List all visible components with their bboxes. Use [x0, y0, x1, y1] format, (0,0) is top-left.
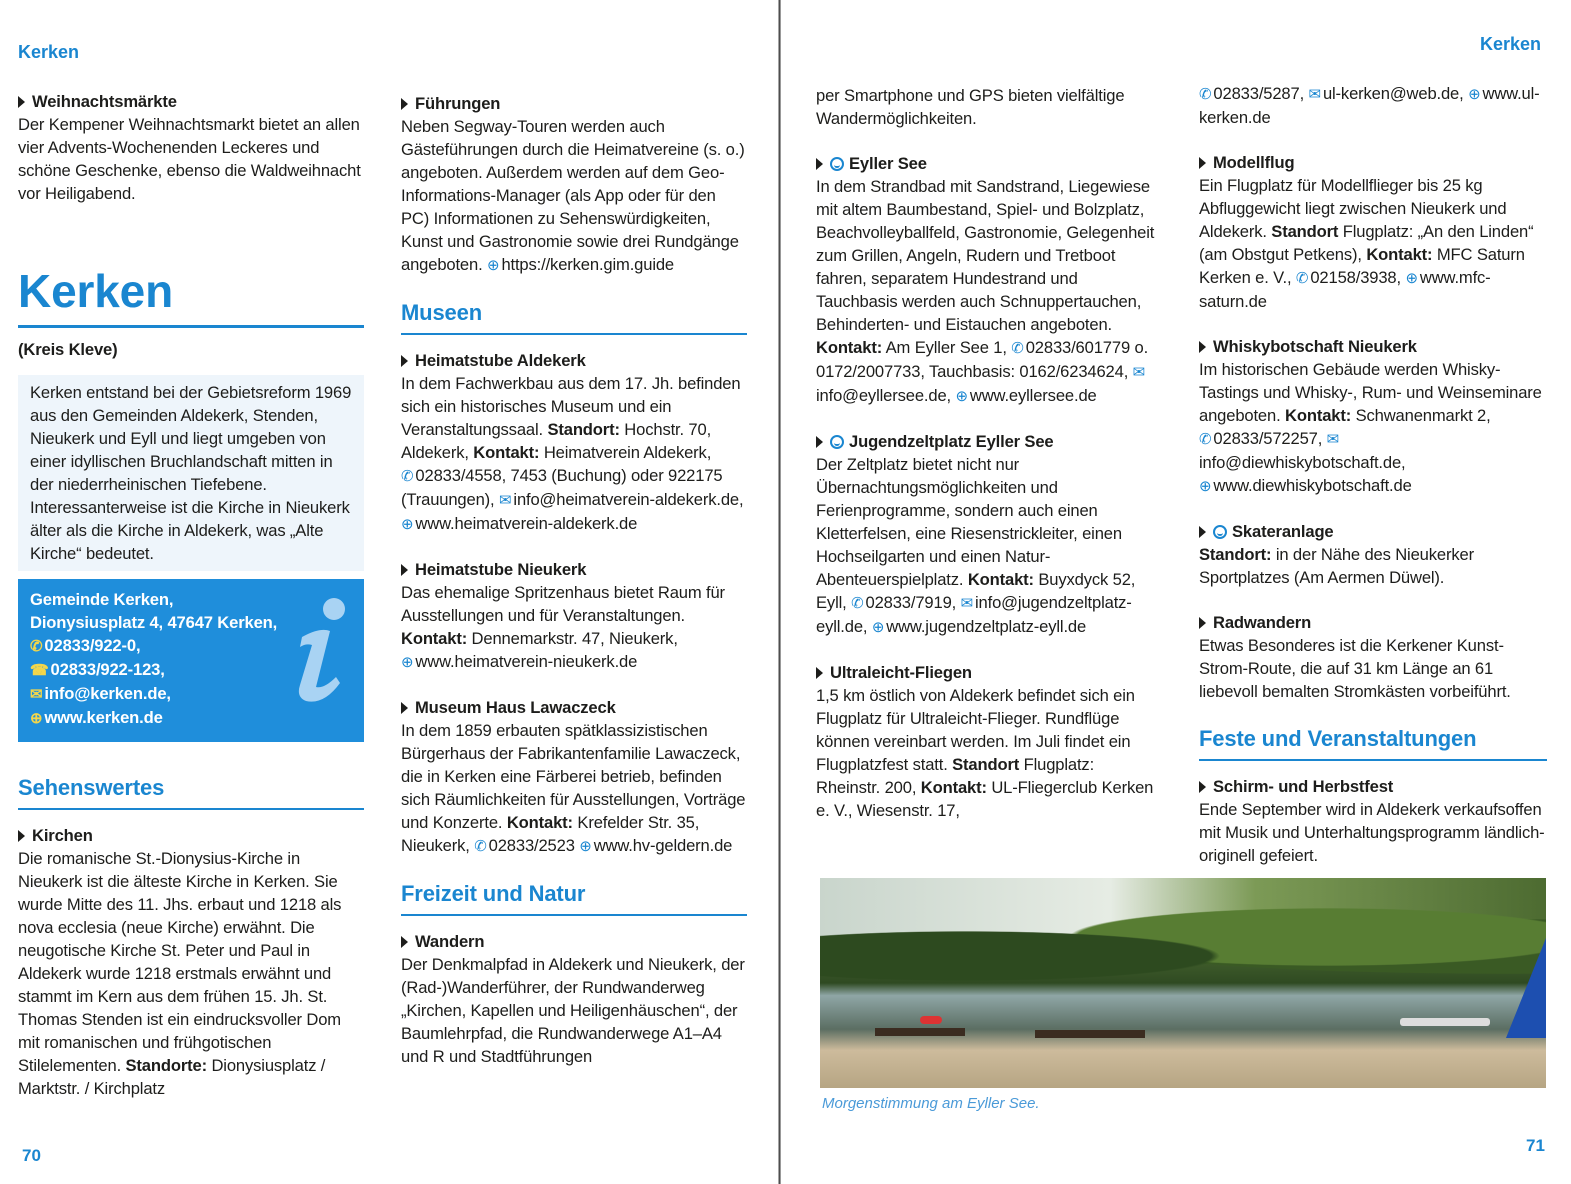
entry-title [401, 930, 747, 953]
mail-icon: ✉ [960, 595, 973, 612]
text-run: 1,5 km östlich von Aldekerk befindet sich ein Flugplatz für Ultraleicht-Flieger. Rundflüge können vereinbart werden. Im Juli findet ein Flugplatzfest statt. [816, 686, 1135, 774]
text-run: info@jugendzeltplatz-eyll.de, [816, 593, 1132, 636]
entry-body [1199, 798, 1547, 867]
triangle-bullet-icon [18, 830, 25, 842]
text-run: UL-Fliegerclub Kerken e. V., Wiesenstr. 17, [816, 778, 1154, 820]
triangle-bullet-icon [1199, 781, 1206, 793]
entry-title-text: Wandern [415, 932, 485, 951]
entry-block [816, 430, 1162, 639]
entry-body [1199, 543, 1547, 589]
triangle-bullet-icon [816, 158, 823, 170]
photo-caption: Morgenstimmung am Eyller See. [822, 1095, 1040, 1112]
entry-title [816, 661, 1162, 684]
text-run: www.heimatverein-aldekerk.de [415, 514, 638, 533]
text-run: 02833/2523 [488, 836, 580, 855]
text-run: Dionysiusplatz / Marktstr. / Kirchplatz [18, 1056, 326, 1098]
entry-block [401, 558, 747, 674]
triangle-bullet-icon [401, 702, 408, 714]
text-run: Dionysiusplatz 4, 47647 Kerken, [30, 613, 278, 632]
entry-block [18, 824, 364, 1100]
entry-title [401, 92, 747, 115]
phone-icon: ✆ [30, 638, 43, 655]
text-run: Etwas Besonderes ist die Kerkener Kunst-Strom-Route, die auf 31 km Länge an 61 liebevoll bemalten Stromkästen vorbeiführt. [1199, 636, 1511, 701]
entry-body [401, 953, 747, 1068]
text-run: www.mfc-saturn.de [1199, 268, 1491, 311]
web-icon: ⊕ [1405, 270, 1418, 287]
bold-label: Standorte: [125, 1056, 207, 1075]
text-run: Der Zeltplatz bietet nicht nur Übernachtungsmöglichkeiten und Ferienprogramme, sondern auch einen Kletterfelsen, eine Riesenstrickleiter, einen Hochseilgarten und einen Natur-Abenteuerspielplatz. [816, 455, 1122, 589]
entry-title-text: Schirm- und Herbstfest [1213, 777, 1394, 796]
web-icon: ⊕ [871, 619, 885, 636]
triangle-bullet-icon [1199, 341, 1206, 353]
entry-title [816, 152, 1162, 175]
running-head-left: Kerken [18, 42, 80, 62]
section-heading: Sehenswertes [18, 774, 364, 810]
text-run: Der Kempener Weihnachtsmarkt bietet an allen vier Advents-Wochenenden Leckeres und schöne Geschenke, ebenso die Waldweihnacht vor Heiligabend. [18, 115, 361, 203]
entry-title-text: Heimatstube Nieukerk [415, 560, 587, 579]
phone-icon: ✆ [1295, 270, 1309, 287]
web-icon: ⊕ [487, 257, 500, 274]
text-run: Kerken entstand bei der Gebietsreform 1969 aus den Gemeinden Aldekerk, Stenden, Nieukerk und Eyll und liegt umgeben von einer idyllischen Bruchlandschaft mitten in der niederrheinischen Tiefebene. Interessanterweise ist die Kirche in Nieukerk älter als die Kirche in Aldekerk, was „Alte Kirche“ bedeutet. [30, 383, 352, 563]
entry-block [1199, 611, 1547, 703]
lake-photo [820, 878, 1546, 1088]
text-run: per Smartphone und GPS bieten vielfältige Wandermöglichkeiten. [816, 86, 1125, 128]
entry-title [401, 696, 747, 719]
entry-body [816, 684, 1162, 822]
web-icon: ⊕ [579, 838, 592, 855]
entry-block [816, 152, 1162, 408]
triangle-bullet-icon [401, 936, 408, 948]
text-run: 02833/5287, [1213, 84, 1309, 103]
page-number-left: 70 [22, 1146, 41, 1165]
text-run: 02158/3938, [1310, 268, 1406, 287]
mail-icon: ✉ [1132, 364, 1146, 381]
text-run: in der Nähe des Nieukerker Sportplatzes (Am Aermen Düwel). [1199, 545, 1474, 587]
entry-title-text: Weihnachtsmärkte [32, 92, 177, 111]
mail-icon: ✉ [498, 492, 512, 509]
entry-block [1199, 151, 1547, 313]
triangle-bullet-icon [1199, 157, 1206, 169]
text-run: info@kerken.de, [44, 684, 171, 703]
entry-block [401, 930, 747, 1068]
paragraph [816, 84, 1162, 130]
text-run: Heimatverein Aldekerk, [539, 443, 712, 462]
web-icon: ⊕ [1199, 478, 1212, 495]
web-icon: ⊕ [955, 388, 968, 405]
triangle-bullet-icon [401, 355, 408, 367]
text-run: In dem Fachwerkbau aus dem 17. Jh. befinden sich ein historisches Museum und ein Veranstaltungssaal. [401, 374, 741, 439]
phone-icon: ✆ [401, 468, 414, 485]
text-run: www.heimatverein-nieukerk.de [415, 652, 638, 671]
triangle-bullet-icon [1199, 526, 1206, 538]
text-run: Buyxdyck 52, Eyll, [816, 570, 1136, 612]
entry-block [18, 90, 364, 205]
text-run: Krefelder Str. 35, Nieukerk, [401, 813, 700, 855]
entry-title [1199, 520, 1547, 543]
entry-title-text: Kirchen [32, 826, 93, 845]
phone-icon: ✆ [1011, 340, 1024, 357]
entry-body [1199, 358, 1547, 498]
entry-title-text: Modellflug [1213, 153, 1295, 172]
text-run: 02833/7919, [865, 593, 961, 612]
entry-body [1199, 634, 1547, 703]
entry-title-text: Whiskybotschaft Nieukerk [1213, 337, 1417, 356]
text-run: 02833/922-0, [44, 636, 141, 655]
entry-title [401, 558, 747, 581]
text-run: www.eyllersee.de [969, 386, 1097, 405]
text-run: Flugplatz: „An den Linden“ (am Obstgut Petkens), [1199, 222, 1534, 264]
bold-label: Standort [1271, 222, 1339, 241]
entry-title [401, 349, 747, 372]
entry-body [401, 719, 747, 858]
entry-body [401, 115, 747, 277]
entry-title [18, 824, 364, 847]
info-icon [290, 597, 350, 707]
entry-body [816, 453, 1162, 639]
text-run: Am Eyller See 1, [882, 338, 1012, 357]
bold-label: Standort [952, 755, 1020, 774]
entry-title-text: Radwandern [1213, 613, 1312, 632]
bold-label: Kontakt: [1366, 245, 1433, 264]
bold-label: Kontakt: [401, 629, 468, 648]
page-number-right: 71 [1526, 1136, 1545, 1155]
section-heading: Feste und Veranstaltungen [1199, 725, 1547, 761]
text-run: MFC Saturn Kerken e. V., [1199, 245, 1525, 287]
text-run: Im historischen Gebäude werden Whisky-Tastings und Whisky-, Rum- und Weinseminare angeboten. [1199, 360, 1542, 425]
text-run: Neben Segway-Touren werden auch Gästeführungen durch die Heimatvereine (s. o.) angeboten. Außerdem werden auf dem Geo-Informations-Manager (als App oder für den PC) Informationen zu Sehenswürdigkeiten, Kunst und Gastronomie sowie drei Rundgänge angeboten. [401, 117, 745, 274]
kids-tip-icon [830, 435, 844, 449]
column-1 [18, 90, 364, 1122]
text-run: https://kerken.gim.guide [501, 255, 675, 274]
text-run: 02833/922-123, [50, 660, 165, 679]
text-run: info@diewhiskybotschaft.de, [1199, 453, 1406, 472]
entry-title-text: Heimatstube Aldekerk [415, 351, 586, 370]
info-box [18, 579, 364, 742]
text-run: www.jugendzeltplatz-eyll.de [886, 617, 1087, 636]
text-run: www.ul-kerken.de [1199, 84, 1540, 127]
text-run: info@eyllersee.de, [816, 386, 956, 405]
mail-icon: ✉ [1326, 431, 1340, 448]
kids-tip-icon [1213, 525, 1227, 539]
entry-title [1199, 775, 1547, 798]
mail-icon: ✉ [30, 686, 43, 703]
text-run: Flugplatz: Rheinstr. 200, [816, 755, 1095, 797]
triangle-bullet-icon [18, 96, 25, 108]
text-run: Ende September wird in Aldekerk verkaufsoffen mit Musik und Unterhaltungsprogramm ländlich-originell gefeiert. [1199, 800, 1545, 865]
entry-block [816, 661, 1162, 822]
text-run: Gemeinde Kerken, [30, 590, 174, 609]
entry-title [1199, 611, 1547, 634]
entry-block [1199, 520, 1547, 589]
entry-title [1199, 151, 1547, 174]
entry-title-text: Skateranlage [1232, 522, 1334, 541]
entry-body [18, 113, 364, 205]
text-run: info@heimatverein-aldekerk.de, [513, 490, 744, 509]
section-heading: Freizeit und Natur [401, 880, 747, 916]
bold-label: Kontakt: [816, 338, 883, 357]
running-head-right: Kerken [1480, 34, 1542, 54]
text-run: www.hv-geldern.de [593, 836, 733, 855]
bold-label: Standort: [1199, 545, 1272, 564]
entry-title-text: Jugendzeltplatz Eyller See [849, 432, 1054, 451]
bold-label: Kontakt: [473, 443, 540, 462]
text-run: In dem Strandbad mit Sandstrand, Liegewiese mit altem Baumbestand, Spiel- und Bolzplatz, Beachvolleyballfeld, Gastronomie, Gelegenheit zum Grillen, Angeln, Rudern und Tretboot fahren, separatem Hundestrand und Tauchbasis werden auch Schnuppertauchen, Behinderten- und Eistauchen angeboten. [816, 177, 1155, 334]
bold-label: Kontakt: [967, 570, 1034, 589]
text-run: Das ehemalige Spritzenhaus bietet Raum für Ausstellungen und für Veranstaltungen. [401, 583, 725, 625]
entry-body [401, 581, 747, 674]
web-icon: ⊕ [1468, 86, 1481, 103]
entry-title [816, 430, 1162, 453]
entry-block [1199, 775, 1547, 867]
intro-box [18, 375, 364, 571]
chapter-subtitle: (Kreis Kleve) [18, 340, 118, 359]
text-run: 02833/601779 o. 0172/2007733, Tauchbasis: 0162/6234624, [816, 338, 1149, 381]
section-heading: Museen [401, 299, 747, 335]
text-run: Schwanenmarkt 2, [1351, 406, 1491, 425]
entry-block [401, 349, 747, 536]
triangle-bullet-icon [816, 436, 823, 448]
entry-title [1199, 335, 1547, 358]
text-run: 02833/4558, 7453 (Buchung) oder 922175 (Trauungen), [401, 466, 723, 509]
entry-title-text: Eyller See [849, 154, 927, 173]
triangle-bullet-icon [401, 98, 408, 110]
triangle-bullet-icon [401, 564, 408, 576]
entry-body [401, 372, 747, 536]
column-2 [401, 92, 747, 1090]
column-3 [816, 84, 1162, 844]
mail-icon: ✉ [1308, 86, 1321, 103]
column-4 [1199, 82, 1547, 889]
entry-block [401, 696, 747, 858]
entry-title-text: Ultraleicht-Fliegen [830, 663, 972, 682]
phone-icon: ✆ [851, 595, 864, 612]
chapter-title: Kerken [18, 263, 364, 328]
entry-title-text: Museum Haus Lawaczeck [415, 698, 616, 717]
bold-label: Kontakt: [920, 778, 987, 797]
entry-title-text: Führungen [415, 94, 501, 113]
kids-tip-icon [830, 157, 844, 171]
triangle-bullet-icon [1199, 617, 1206, 629]
entry-title [18, 90, 364, 113]
phone-icon: ✆ [474, 838, 487, 855]
text-run: In dem 1859 erbauten spätklassizistischen Bürgerhaus der Fabrikantenfamilie Lawaczeck, die in Kerken eine Färberei betrieb, befinden sich Räumlichkeiten für Ausstellungen, Vorträge und Konzerte. [401, 721, 746, 832]
text-run: 02833/572257, [1213, 429, 1327, 448]
paragraph [1199, 82, 1547, 129]
fax-icon: ☎ [30, 662, 49, 679]
entry-body [1199, 174, 1547, 313]
entry-body [816, 175, 1162, 408]
text-run: Dennemarkstr. 47, Nieukerk, [467, 629, 678, 648]
entry-body [18, 847, 364, 1100]
text-run: Die romanische St.-Dionysius-Kirche in Nieukerk ist die älteste Kirche in Kerken. Sie wurde Mitte des 11. Jhs. erbaut und 1218 als nova ecclesia (neue Kirche) erwähnt. Die neugotische Kirche St. Peter und Paul in Aldekerk wurde 1218 erstmals erwähnt und stammt im Kern aus dem frühen 15. Jh. St. Thomas Stenden ist ein eindrucksvoller Dom mit romanischen und frühgotischen Stilelementen. [18, 849, 342, 1075]
text-run: Ein Flugplatz für Modellflieger bis 25 kg Abfluggewicht liegt zwischen Nieukerk und Aldekerk. [1199, 176, 1507, 241]
bold-label: Kontakt: [1285, 406, 1352, 425]
phone-icon: ✆ [1199, 431, 1212, 448]
text-run: ul-kerken@web.de, [1322, 84, 1469, 103]
web-icon: ⊕ [30, 710, 43, 727]
bold-label: Kontakt: [506, 813, 573, 832]
web-icon: ⊕ [401, 516, 414, 533]
entry-block [401, 92, 747, 277]
entry-block [1199, 335, 1547, 498]
bold-label: Standort: [547, 420, 620, 439]
text-run: www.kerken.de [44, 708, 163, 727]
web-icon: ⊕ [401, 654, 414, 671]
triangle-bullet-icon [816, 667, 823, 679]
text-run: Der Denkmalpfad in Aldekerk und Nieukerk, der (Rad-)Wanderführer, der Rundwanderweg „Kirchen, Kapellen und Heiligenhäuschen“, der Baumlehrpfad, die Rundwanderwege A1–A4 und R und Stadtführungen [401, 955, 745, 1066]
phone-icon: ✆ [1199, 86, 1212, 103]
text-run: Hochstr. 70, Aldekerk, [401, 420, 712, 462]
book-spine [778, 0, 781, 1184]
text-run: www.diewhiskybotschaft.de [1213, 476, 1412, 495]
